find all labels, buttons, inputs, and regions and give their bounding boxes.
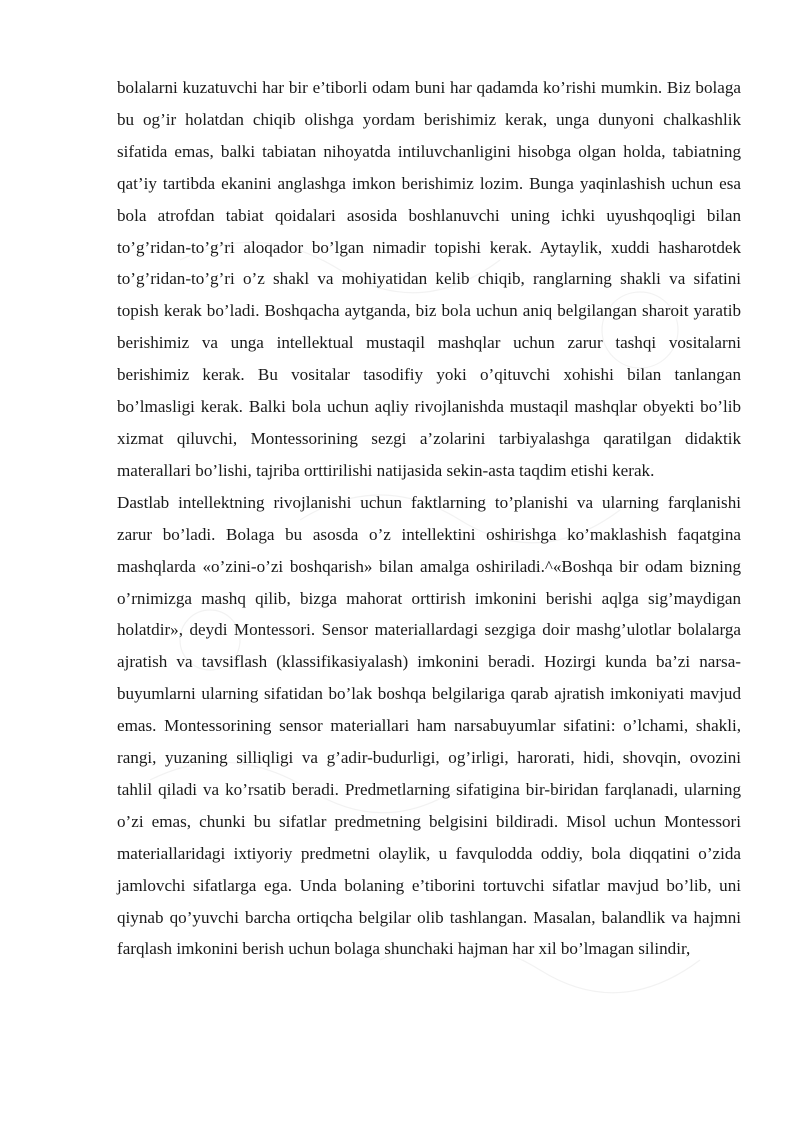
paragraph: bolalarni kuzatuvchi har bir e’tiborli odam buni har qadamda ko’rishi mumkin. Biz bolaga bu og’ir holatdan chiqib olishga yordam berishimiz kerak, unga dunyoni chalkashlik sifatida emas, balki tabiatan nihoyatda intiluvchanligini hisobga olgan holda, tabiatning qat’iy tartibda ekanini anglashga imkon berishimiz lozim. Bunga yaqinlashish uchun esa bola atrofdan tabiat qoidalari asosida boshlanuvchi uning ichki uyushqoqligi bilan to’g’ridan-to’g’ri aloqador bo’lgan nimadir topishi kerak. Aytaylik, xuddi hasharotdek to’g’ridan-to’g’ri o’z shakl va mohiyatidan kelib chiqib, ranglarning shakli va sifatini topish kerak bo’ladi. Boshqacha aytganda, biz bola uchun aniq belgilangan sharoit yaratib berishimiz va unga intellektual mustaqil mashqlar uchun zarur tashqi vositalarni berishimiz kerak. Bu vositalar tasodifiy yoki o’qituvchi xohishi bilan tanlangan bo’lmasligi kerak. Balki bola uchun aqliy rivojlanishda mustaqil mashqlar obyekti bo’lib xizmat qiluvchi, Montessorining sezgi a’zolarini tarbiyalashga qaratilgan didaktik materallari bo’lishi, tajriba orttirilishi natijasida sekin-asta taqdim etishi kerak.	[117, 78, 741, 480]
document-body	[117, 72, 741, 965]
paragraph: Dastlab intellektning rivojlanishi uchun faktlarning to’planishi va ularning farqlanishi zarur bo’ladi. Bolaga bu asosda o’z intellektini oshirishga ko’maklashish faqatgina mashqlarda «o’zini-o’zi boshqarish» bilan amalga oshiriladi.^«Boshqa bir odam bizning o’rnimizga mashq qilib, bizga mahorat orttirish imkonini berishi aqlga sig’maydigan holatdir», deydi Montessori. Sensor materiallardagi sezgiga doir mashg’ulotlar bolalarga ajratish va tavsiflash (klassifikasiyalash) imkonini beradi. Hozirgi kunda ba’zi narsa-buyumlarni ularning sifatidan bo’lak boshqa belgilariga qarab ajratish imkoniyati mavjud emas. Montessorining sensor materiallari ham narsabuyumlar sifatini: o’lchami, shakli, rangi, yuzaning silliqligi va g’adir-budurligi, og’irligi, harorati, hidi, shovqin, ovozini tahlil qiladi va ko’rsatib beradi. Predmetlarning sifatigina bir-biridan farqlanadi, ularning o’zi emas, chunki bu sifatlar predmetning belgisini bildiradi. Misol uchun Montessori materiallaridagi ixtiyoriy predmetni olaylik, u favqulodda oddiy, bola diqqatini o’zida jamlovchi sifatlarga ega. Unda bolaning e’tiborini tortuvchi sifatlar mavjud bo’lib, uni qiynab qo’yuvchi barcha ortiqcha belgilar olib tashlangan. Masalan, balandlik va hajmni farqlash imkonini berish uchun bolaga shunchaki hajman har xil bo’lmagan silindir,	[117, 492, 741, 959]
